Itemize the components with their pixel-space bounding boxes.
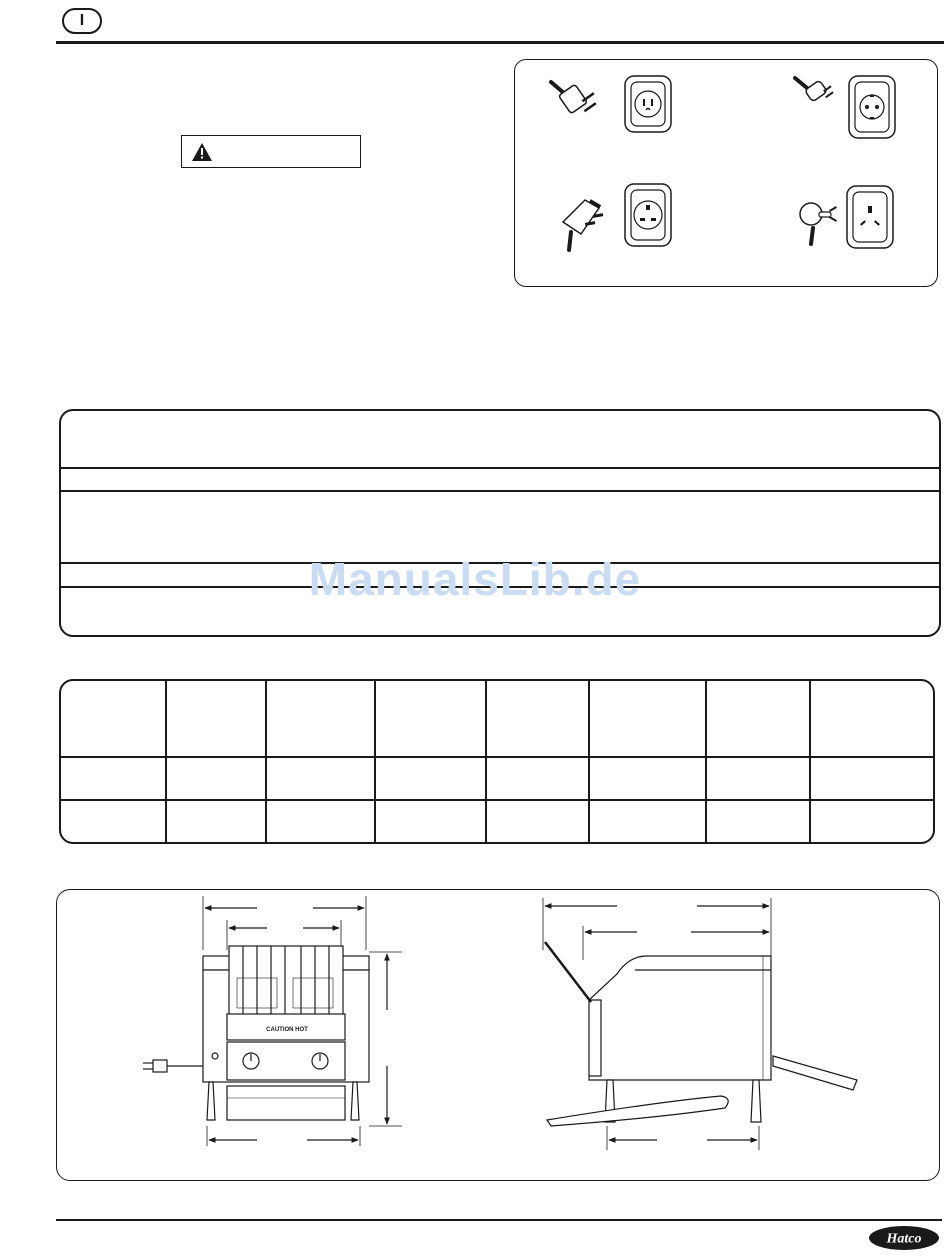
- nema-plug-icon: [551, 76, 671, 132]
- schuko-plug-icon: [795, 76, 895, 138]
- dimension-drawings-panel: [56, 889, 940, 1181]
- table-divider: [705, 681, 707, 842]
- warning-triangle-icon: [192, 143, 212, 161]
- header-rule: [56, 41, 944, 44]
- section-badge: [62, 8, 102, 34]
- table-divider: [588, 681, 590, 842]
- table-rule: [61, 467, 939, 469]
- plug-configurations-panel: [514, 59, 938, 287]
- table-divider: [374, 681, 376, 842]
- brand-name: Hatco: [886, 1231, 922, 1247]
- warning-box: [181, 135, 361, 168]
- uk-plug-icon: [563, 184, 671, 250]
- section-badge-label: I: [79, 12, 85, 29]
- table-rule: [61, 490, 939, 492]
- table-divider: [165, 681, 167, 842]
- table-rule: [61, 799, 933, 801]
- australian-plug-icon: [800, 186, 893, 248]
- electrical-ratings-table: [59, 679, 935, 844]
- plug-illustrations: [515, 60, 939, 288]
- side-view-drawing: [543, 898, 857, 1150]
- hatco-logo: [867, 1224, 941, 1252]
- table-divider: [809, 681, 811, 842]
- front-view-drawing: [143, 896, 402, 1146]
- table-divider: [485, 681, 487, 842]
- table-divider: [265, 681, 267, 842]
- front-panel-label: CAUTION HOT: [266, 1027, 308, 1033]
- table-rule: [61, 756, 933, 758]
- footer-rule: [56, 1219, 942, 1221]
- dimension-drawings: [57, 890, 941, 1182]
- watermark: ManualsLib.de: [308, 553, 642, 605]
